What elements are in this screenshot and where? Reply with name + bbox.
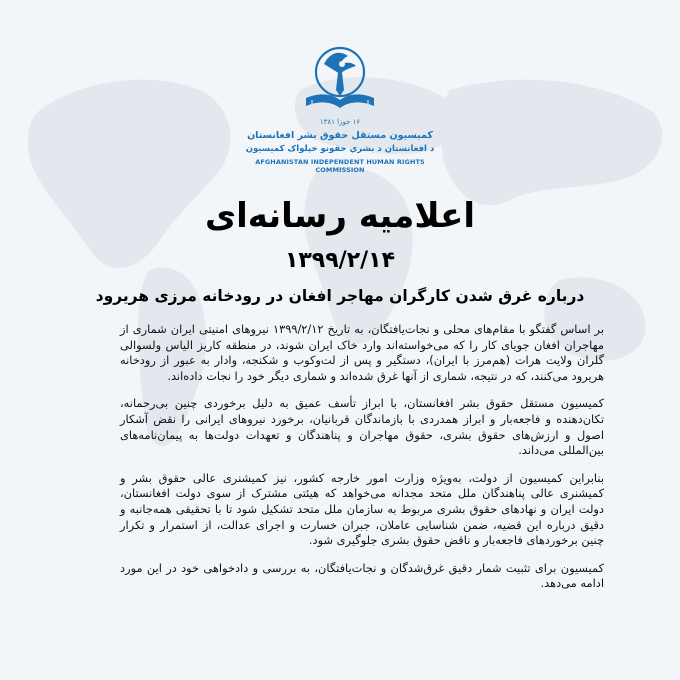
establishment-date: ۱۶ جوزا ۱۳۸۱ [319, 118, 361, 126]
organization-name-pashto: د افغانستان د بشري حقونو خپلواک کمیسیون [245, 144, 435, 154]
organization-name-dari: کمیسیون مستقل حقوق بشر افغانستان [247, 130, 433, 141]
body-paragraph-2: کمیسیون مستقل حقوق بشر افغانستان، با ابراز تأسف عمیق به دلیل برخوردی چنین بی‌رحمانه، تکان‌دهنده و فاجعه‌بار و ابراز همدردی با بازماندگان قربانیان، برخورد نیروهای ایرانی را نقض آشکار اصول و ارزش‌های حقوق بشری، حقوق مهاجران و پناهندگان و تعهدات دولت‌ها به پیمان‌نامه‌های بین‌المللی می‌داند. [120, 396, 604, 458]
document-date: ۱۳۹۹/۲/۱۴ [284, 248, 396, 273]
organization-header [240, 42, 440, 182]
document-title: اعلامیه رسانه‌ای [204, 196, 476, 236]
document-body [120, 322, 604, 604]
body-paragraph-3: بنابراین کمیسیون از دولت، به‌ویژه وزارت امور خارجه کشور، نیز کمیشنری عالی حقوق بشر و کمیشنری عالی پناهندگان ملل متحد مجدانه می‌خواهد که هیئتی مشترک از سوی دولت افغانستان، دولت ایران و نهادهای حقوق بشری مربوط به سازمان ملل متحد تشکیل شود تا با تحقیقی همه‌جانبه و دقیق درباره این قضیه، ضمن شناسایی عاملان، جبران خسارت و اجرای عدالت، از استمرار و تکرار چنین برخوردهای فاجعه‌بار و ناقض حقوق بشری جلوگیری شود. [120, 470, 604, 548]
document-subtitle: درباره غرق شدن کارگران مهاجر افغان در رودخانه مرزی هریرود [95, 287, 585, 305]
aihrc-logo-icon [298, 42, 382, 114]
body-paragraph-1: بر اساس گفتگو با مقام‌های محلی و نجات‌یافتگان، به تاریخ ۱۳۹۹/۲/۱۲ نیروهای امنیتی ایران شماری از مهاجران افغان جویای کار را که می‌خواسته‌اند وارد خاک ایران شوند، در منطقه کاریز الیاس ولسوالی گلران ولایت هرات (هم‌مرز با ایران)، دستگیر و پس از لت‌وکوب و شکنجه، وادار به عبور از رودخانه هریرود می‌کنند، که در نتیجه، شماری از آنها غرق شده‌اند و شماری دیگر خود را نجات داده‌اند. [120, 322, 604, 383]
body-paragraph-4: کمیسیون برای تثبیت شمار دقیق غرق‌شدگان و نجات‌یافتگان، به بررسی و دادخواهی خود در این مورد ادامه می‌دهد. [120, 560, 604, 591]
organization-name-english: AFGHANISTAN INDEPENDENT HUMAN RIGHTS COMMISSION [255, 158, 425, 174]
